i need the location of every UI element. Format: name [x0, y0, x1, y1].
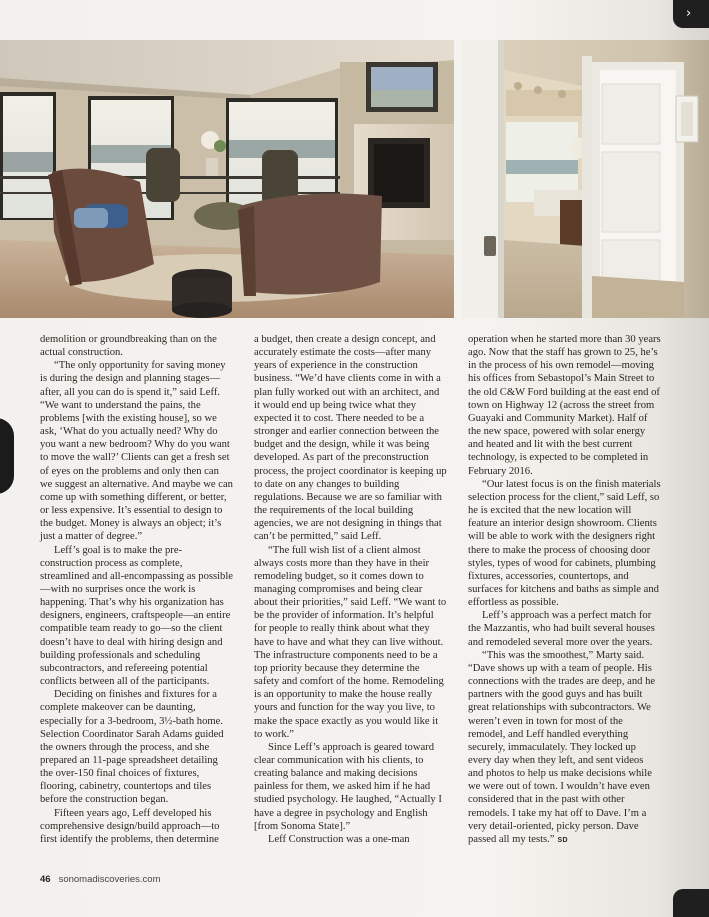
- paragraph: operation when he started more than 30 years ago. Now that the staff has grown to 25, he’s in the process of his own remodel—moving his offices from Sebastopol’s Main Street to the old C&W Ford building at the east end of town on Highway 12 (across the street from Guayaki and Community Market). Half of the new space, powered with solar energy and heated and lit with the best current technology, is expected to be completed in February 2016.: [468, 334, 661, 477]
- bottom-corner-tab[interactable]: [673, 889, 709, 917]
- paragraph: Deciding on finishes and fixtures for a complete makeover can be daunting, especially for a 3-bedroom, 3½-bath home. Selection Coordinator Sarah Adams guided the owners through the process, and she prepared an 11-page spreadsheet detailing the over-150 final choices of fixtures, flooring, cabinetry, countertops and tiles before the construction began.: [40, 689, 224, 806]
- paragraph-text: “This was the smoothest,” Marty said. “Dave shows up with a team of people. His connections with the trades are deep, and he partners with the good guys and has built great relationships with subcontractors. We weren’t even in town for most of the remodel, and Leff handled everything securely, immaculately. They locked up every day when they left, and sent videos and photos to help us make decisions while we were out of town. I wouldn’t have even considered that in the past with other remodels. I take my hat off to Dave. I’m a very detail-oriented, picky person. Dave passed all my tests.”: [468, 649, 656, 845]
- article-column-3: [468, 333, 661, 847]
- paragraph: Leff’s approach was a perfect match for the Mazzantis, who had built several houses and remodeled several more over the years.: [468, 610, 655, 648]
- next-page-tab[interactable]: [673, 0, 709, 28]
- paragraph: “The only opportunity for saving money is during the design and planning stages—after, all you can do is spend it,” said Leff. “We want to understand the pains, the problems [with the existing house], so we ask, ‘What do you actually need? Why do you want a new bedroom? Why do you want to move the wall?’ Clients can get a fresh set of eyes on the problems and only then can we suggest an alternative. And maybe we can come up with something different, or better, or less expensive. It’s essential to design to the budget. Money is always an object; it’s just a matter of degree.”: [40, 360, 233, 543]
- paragraph: Fifteen years ago, Leff developed his comprehensive design/build approach—to first identify the problems, then determine: [40, 807, 220, 845]
- page-number: 46: [40, 874, 51, 885]
- page-footer: [40, 874, 160, 885]
- left-edge-tab[interactable]: [0, 418, 14, 494]
- living-room-photo-icon: [0, 40, 454, 318]
- paragraph: Leff Construction was a one-man: [268, 833, 410, 845]
- paragraph: demolition or groundbreaking than on the actual construction.: [40, 334, 217, 359]
- paragraph-last: [468, 649, 661, 847]
- paragraph: Since Leff’s approach is geared toward clear communication with his clients, to creating balance and making decisions painless for them, we asked him if he had studied psychology. He laughed, “Actually I have a degree in psychology and English [from Sonoma State].”: [254, 741, 442, 832]
- article-column-1: [40, 333, 233, 846]
- living-room-photo: [0, 40, 454, 318]
- end-mark: SD: [557, 836, 568, 844]
- bedroom-hallway-photo-icon: [462, 40, 709, 318]
- site-url[interactable]: sonomadiscoveries.com: [58, 874, 161, 885]
- chevron-right-icon[interactable]: ›: [686, 6, 692, 21]
- paragraph: a budget, then create a design concept, and accurately estimate the costs—after many years of experience in the construction business. “We’d have clients come in with a plan fully worked out with an architect, and it would end up being twice what they expected it to cost. There needed to be a stronger and earlier connection between the budget and the design, while it was being developed. As part of the preconstruction process, the project coordinator is keeping up to date on any changes to building regulations. Because we are so familiar with the requirements of the local building agencies, we are not designing in things that can’t be permitted,” said Leff.: [254, 334, 447, 543]
- article-column-2: [254, 333, 447, 846]
- paragraph: Leff’s goal is to make the pre-construction process as complete, streamlined and all-encompassing as possible—with no surprises once the work is happening. That’s why his organization has designers, engineers, craftspeople—an entire compatible team ready to go—so the client doesn’t have to deal with hiring design and building professionals and scheduling subcontractors, and refereeing potential conflicts between all of the participants.: [40, 544, 233, 688]
- paragraph: “Our latest focus is on the finish materials selection process for the client,” said Leff, so he is excited that the new location will feature an interior design showroom. Clients will be able to work with the designers right there to make the process of choosing door styles, types of wood for cabinets, plumbing fixtures, accessories, countertops, and surfaces for kitchens and baths as simple and effortless as possible.: [468, 478, 661, 609]
- paragraph: “The full wish list of a client almost always costs more than they have in their remodeling budget, so it comes down to managing compromises and being clear about their priorities,” said Leff. “We want to be the provider of information. It’s helpful for people to really think about what they have to have and what they can live without. The infrastructure components need to be a top priority because they determine the safety and comfort of the home. Remodeling is an opportunity to make the house really yours and function for the way you live, to make the space exactly as you would like it to work.”: [254, 544, 447, 740]
- bedroom-photo: [462, 40, 709, 318]
